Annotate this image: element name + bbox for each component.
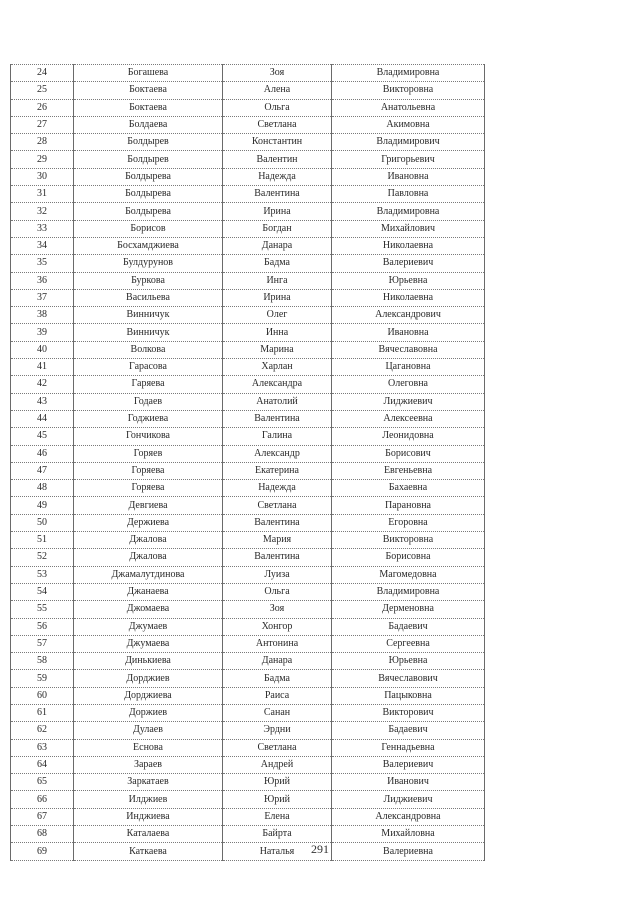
first-name-cell: Эрдни [223, 722, 332, 739]
patronymic-cell: Вячеславовна [332, 341, 485, 358]
row-number-cell: 56 [11, 618, 74, 635]
table-row [11, 826, 485, 843]
table-row [11, 203, 485, 220]
first-name-cell: Валентин [223, 151, 332, 168]
first-name-cell: Анатолий [223, 393, 332, 410]
row-number-cell: 24 [11, 65, 74, 82]
row-number-cell: 40 [11, 341, 74, 358]
row-number-cell: 36 [11, 272, 74, 289]
row-number-cell: 66 [11, 791, 74, 808]
first-name-cell: Харлан [223, 359, 332, 376]
table-row [11, 566, 485, 583]
table-row [11, 635, 485, 652]
surname-cell: Винничук [74, 324, 223, 341]
row-number-cell: 55 [11, 601, 74, 618]
table-row [11, 445, 485, 462]
patronymic-cell: Магомедовна [332, 566, 485, 583]
row-number-cell: 58 [11, 653, 74, 670]
first-name-cell: Бадма [223, 670, 332, 687]
table-row [11, 704, 485, 721]
first-name-cell: Санан [223, 704, 332, 721]
first-name-cell: Екатерина [223, 462, 332, 479]
patronymic-cell: Александровна [332, 808, 485, 825]
patronymic-cell: Леонидовна [332, 428, 485, 445]
patronymic-cell: Владимировна [332, 583, 485, 600]
surname-cell: Булдурунов [74, 255, 223, 272]
surname-cell: Джалова [74, 549, 223, 566]
first-name-cell: Инга [223, 272, 332, 289]
surname-cell: Динькиева [74, 653, 223, 670]
first-name-cell: Хонгор [223, 618, 332, 635]
table-row [11, 687, 485, 704]
patronymic-cell: Юрьевна [332, 272, 485, 289]
surname-cell: Доржиев [74, 704, 223, 721]
surname-cell: Джалова [74, 532, 223, 549]
row-number-cell: 25 [11, 82, 74, 99]
patronymic-cell: Олеговна [332, 376, 485, 393]
surname-cell: Горяева [74, 462, 223, 479]
surname-cell: Инджиева [74, 808, 223, 825]
first-name-cell: Елена [223, 808, 332, 825]
patronymic-cell: Дерменовна [332, 601, 485, 618]
surname-cell: Винничук [74, 307, 223, 324]
patronymic-cell: Лиджиевич [332, 393, 485, 410]
patronymic-cell: Валериевич [332, 756, 485, 773]
table-row [11, 272, 485, 289]
table-row [11, 307, 485, 324]
first-name-cell: Галина [223, 428, 332, 445]
table-row [11, 341, 485, 358]
first-name-cell: Светлана [223, 116, 332, 133]
row-number-cell: 32 [11, 203, 74, 220]
surname-cell: Держиева [74, 514, 223, 531]
patronymic-cell: Евгеньевна [332, 462, 485, 479]
table-row [11, 808, 485, 825]
patronymic-cell: Павловна [332, 186, 485, 203]
row-number-cell: 57 [11, 635, 74, 652]
first-name-cell: Валентина [223, 186, 332, 203]
surname-cell: Илджиев [74, 791, 223, 808]
patronymic-cell: Бадаевич [332, 618, 485, 635]
table-row [11, 618, 485, 635]
surname-cell: Еснова [74, 739, 223, 756]
patronymic-cell: Иванович [332, 774, 485, 791]
surname-cell: Гончикова [74, 428, 223, 445]
row-number-cell: 64 [11, 756, 74, 773]
table-row [11, 410, 485, 427]
row-number-cell: 27 [11, 116, 74, 133]
table-row [11, 255, 485, 272]
surname-cell: Дорджиев [74, 670, 223, 687]
row-number-cell: 69 [11, 843, 74, 860]
patronymic-cell: Вячеславович [332, 670, 485, 687]
row-number-cell: 42 [11, 376, 74, 393]
surname-cell: Годаев [74, 393, 223, 410]
patronymic-cell: Борисовна [332, 549, 485, 566]
table-row [11, 220, 485, 237]
patronymic-cell: Акимовна [332, 116, 485, 133]
first-name-cell: Инна [223, 324, 332, 341]
surname-cell: Болдырев [74, 134, 223, 151]
row-number-cell: 50 [11, 514, 74, 531]
row-number-cell: 45 [11, 428, 74, 445]
patronymic-cell: Юрьевна [332, 653, 485, 670]
first-name-cell: Ирина [223, 203, 332, 220]
roster-table [10, 64, 485, 861]
first-name-cell: Надежда [223, 480, 332, 497]
first-name-cell: Валентина [223, 549, 332, 566]
patronymic-cell: Пацыковна [332, 687, 485, 704]
surname-cell: Дорджиева [74, 687, 223, 704]
first-name-cell: Данара [223, 237, 332, 254]
row-number-cell: 26 [11, 99, 74, 116]
surname-cell: Болдырева [74, 203, 223, 220]
page-number: 291 [311, 842, 329, 856]
surname-cell: Джамалутдинова [74, 566, 223, 583]
table-row [11, 549, 485, 566]
surname-cell: Каталаева [74, 826, 223, 843]
surname-cell: Борисов [74, 220, 223, 237]
table-row [11, 756, 485, 773]
row-number-cell: 60 [11, 687, 74, 704]
surname-cell: Богашева [74, 65, 223, 82]
row-number-cell: 67 [11, 808, 74, 825]
patronymic-cell: Николаевна [332, 289, 485, 306]
patronymic-cell: Борисович [332, 445, 485, 462]
patronymic-cell: Николаевна [332, 237, 485, 254]
surname-cell: Горяева [74, 480, 223, 497]
row-number-cell: 35 [11, 255, 74, 272]
table-row [11, 480, 485, 497]
table-row [11, 99, 485, 116]
patronymic-cell: Григорьевич [332, 151, 485, 168]
table-row [11, 601, 485, 618]
surname-cell: Гаряева [74, 376, 223, 393]
row-number-cell: 54 [11, 583, 74, 600]
first-name-cell: Олег [223, 307, 332, 324]
first-name-cell: Андрей [223, 756, 332, 773]
surname-cell: Болдырев [74, 151, 223, 168]
table-row [11, 324, 485, 341]
row-number-cell: 51 [11, 532, 74, 549]
patronymic-cell: Парановна [332, 497, 485, 514]
table-row [11, 791, 485, 808]
table-row [11, 428, 485, 445]
surname-cell: Дулаев [74, 722, 223, 739]
surname-cell: Болдаева [74, 116, 223, 133]
row-number-cell: 63 [11, 739, 74, 756]
first-name-cell: Валентина [223, 514, 332, 531]
table-row [11, 134, 485, 151]
surname-cell: Заркатаев [74, 774, 223, 791]
first-name-cell: Константин [223, 134, 332, 151]
first-name-cell: Светлана [223, 739, 332, 756]
surname-cell: Горяев [74, 445, 223, 462]
surname-cell: Болдырева [74, 186, 223, 203]
row-number-cell: 61 [11, 704, 74, 721]
surname-cell: Гарасова [74, 359, 223, 376]
first-name-cell: Александр [223, 445, 332, 462]
table-row [11, 670, 485, 687]
patronymic-cell: Викторович [332, 704, 485, 721]
row-number-cell: 59 [11, 670, 74, 687]
table-row [11, 359, 485, 376]
surname-cell: Джомаева [74, 601, 223, 618]
first-name-cell: Светлана [223, 497, 332, 514]
surname-cell: Девгиева [74, 497, 223, 514]
patronymic-cell: Лиджиевич [332, 791, 485, 808]
row-number-cell: 52 [11, 549, 74, 566]
surname-cell: Джанаева [74, 583, 223, 600]
table-row [11, 462, 485, 479]
row-number-cell: 53 [11, 566, 74, 583]
first-name-cell: Зоя [223, 65, 332, 82]
patronymic-cell: Анатольевна [332, 99, 485, 116]
first-name-cell: Юрий [223, 774, 332, 791]
first-name-cell: Юрий [223, 791, 332, 808]
row-number-cell: 33 [11, 220, 74, 237]
patronymic-cell: Викторовна [332, 82, 485, 99]
first-name-cell: Мария [223, 532, 332, 549]
table-row [11, 774, 485, 791]
first-name-cell: Ольга [223, 583, 332, 600]
patronymic-cell: Михайловна [332, 826, 485, 843]
row-number-cell: 65 [11, 774, 74, 791]
row-number-cell: 38 [11, 307, 74, 324]
row-number-cell: 46 [11, 445, 74, 462]
row-number-cell: 34 [11, 237, 74, 254]
first-name-cell: Марина [223, 341, 332, 358]
row-number-cell: 49 [11, 497, 74, 514]
row-number-cell: 28 [11, 134, 74, 151]
first-name-cell: Раиса [223, 687, 332, 704]
first-name-cell: Ольга [223, 99, 332, 116]
patronymic-cell: Александрович [332, 307, 485, 324]
patronymic-cell: Геннадьевна [332, 739, 485, 756]
row-number-cell: 62 [11, 722, 74, 739]
table-row [11, 376, 485, 393]
first-name-cell: Богдан [223, 220, 332, 237]
table-row [11, 514, 485, 531]
first-name-cell: Надежда [223, 168, 332, 185]
table-row [11, 722, 485, 739]
patronymic-cell: Алексеевна [332, 410, 485, 427]
table-row [11, 65, 485, 82]
first-name-cell: Валентина [223, 410, 332, 427]
row-number-cell: 29 [11, 151, 74, 168]
table-row [11, 393, 485, 410]
table-row [11, 82, 485, 99]
patronymic-cell: Валериевич [332, 255, 485, 272]
table-row [11, 168, 485, 185]
table-row [11, 116, 485, 133]
row-number-cell: 30 [11, 168, 74, 185]
first-name-cell: Алена [223, 82, 332, 99]
roster-table-body [11, 65, 485, 861]
surname-cell: Зараев [74, 756, 223, 773]
surname-cell: Васильева [74, 289, 223, 306]
surname-cell: Боктаева [74, 82, 223, 99]
table-row [11, 497, 485, 514]
patronymic-cell: Егоровна [332, 514, 485, 531]
first-name-cell: Луиза [223, 566, 332, 583]
first-name-cell: Байрта [223, 826, 332, 843]
patronymic-cell: Владимирович [332, 134, 485, 151]
first-name-cell: Антонина [223, 635, 332, 652]
table-row [11, 532, 485, 549]
surname-cell: Каткаева [74, 843, 223, 860]
patronymic-cell: Сергеевна [332, 635, 485, 652]
row-number-cell: 44 [11, 410, 74, 427]
patronymic-cell: Ивановна [332, 168, 485, 185]
first-name-cell: Наталья [223, 843, 332, 860]
row-number-cell: 37 [11, 289, 74, 306]
surname-cell: Годжиева [74, 410, 223, 427]
table-row [11, 583, 485, 600]
patronymic-cell: Викторовна [332, 532, 485, 549]
patronymic-cell: Бадаевич [332, 722, 485, 739]
table-row [11, 653, 485, 670]
patronymic-cell: Валериевна [332, 843, 485, 860]
first-name-cell: Александра [223, 376, 332, 393]
first-name-cell: Зоя [223, 601, 332, 618]
row-number-cell: 39 [11, 324, 74, 341]
surname-cell: Буркова [74, 272, 223, 289]
surname-cell: Болдырева [74, 168, 223, 185]
surname-cell: Джумаева [74, 635, 223, 652]
first-name-cell: Данара [223, 653, 332, 670]
table-row [11, 739, 485, 756]
patronymic-cell: Владимировна [332, 203, 485, 220]
first-name-cell: Ирина [223, 289, 332, 306]
row-number-cell: 31 [11, 186, 74, 203]
table-row [11, 289, 485, 306]
row-number-cell: 48 [11, 480, 74, 497]
patronymic-cell: Цагановна [332, 359, 485, 376]
table-row [11, 151, 485, 168]
surname-cell: Босхамджиева [74, 237, 223, 254]
row-number-cell: 68 [11, 826, 74, 843]
table-row [11, 237, 485, 254]
row-number-cell: 41 [11, 359, 74, 376]
patronymic-cell: Михайлович [332, 220, 485, 237]
row-number-cell: 43 [11, 393, 74, 410]
surname-cell: Боктаева [74, 99, 223, 116]
surname-cell: Джумаев [74, 618, 223, 635]
patronymic-cell: Владимировна [332, 65, 485, 82]
table-row [11, 186, 485, 203]
surname-cell: Волкова [74, 341, 223, 358]
row-number-cell: 47 [11, 462, 74, 479]
patronymic-cell: Бахаевна [332, 480, 485, 497]
first-name-cell: Бадма [223, 255, 332, 272]
patronymic-cell: Ивановна [332, 324, 485, 341]
